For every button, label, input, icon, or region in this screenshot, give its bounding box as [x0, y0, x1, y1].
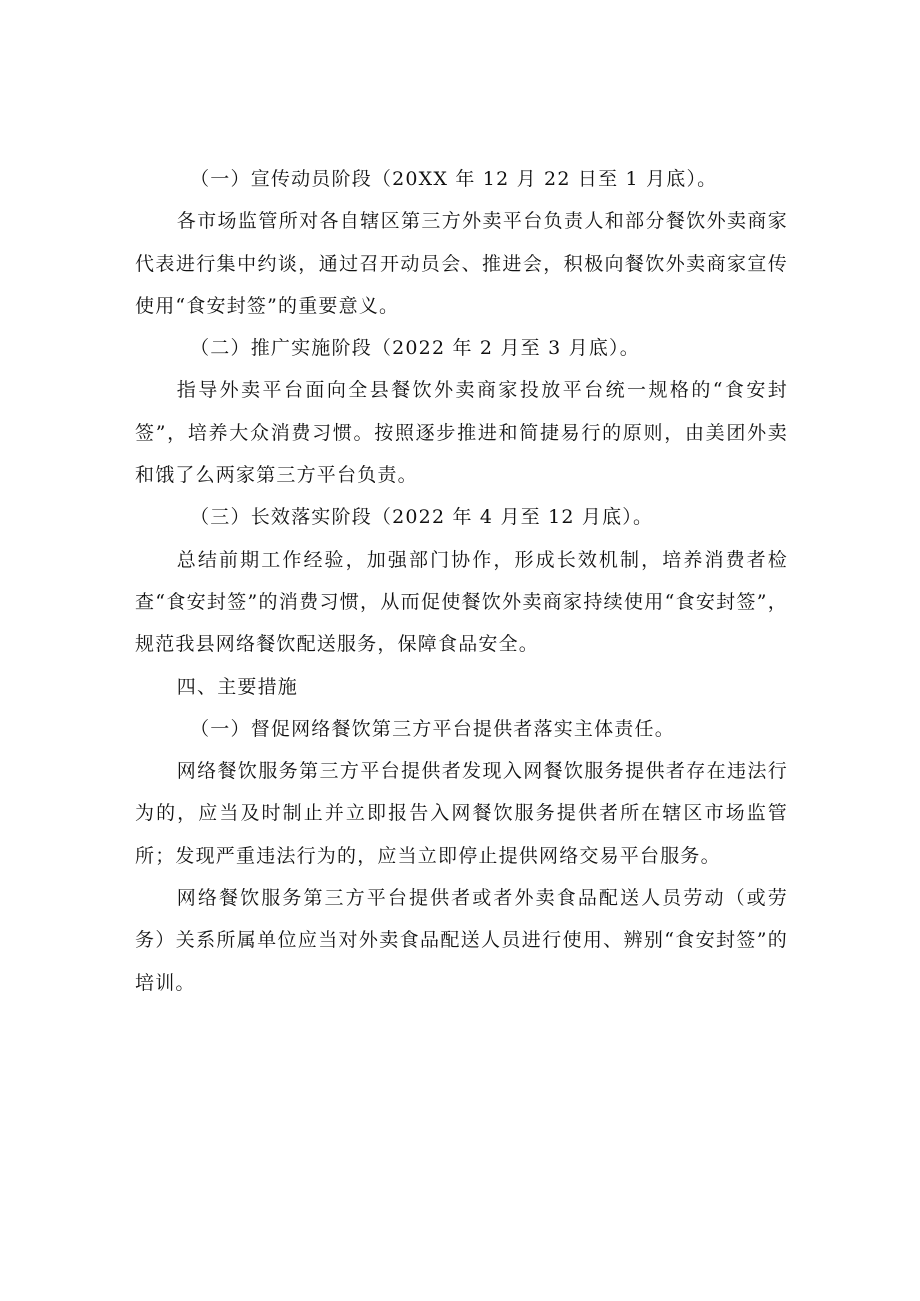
- measure-one-paragraph-b: 网络餐饮服务第三方平台提供者或者外卖食品配送人员劳动（或劳务）关系所属单位应当对外卖食品配送人员进行使用、辨别“食安封签”的培训。: [135, 887, 788, 994]
- document-body: [135, 158, 788, 1004]
- measure-one-heading: （一）督促网络餐饮第三方平台提供者落实主体责任。: [190, 717, 675, 740]
- measure-one-paragraph-a: 网络餐饮服务第三方平台提供者发现入网餐饮服务提供者存在违法行为的，应当及时制止并立即报告入网餐饮服务提供者所在辖区市场监管所；发现严重违法行为的，应当立即停止提供网络交易平台服务。: [135, 760, 788, 867]
- section-four-heading: 四、主要措施: [176, 675, 298, 698]
- phase-two-heading: （二）推广实施阶段（2022 年 2 月至 3 月底）。: [190, 337, 640, 360]
- phase-one-heading: （一）宣传动员阶段（20XX 年 12 月 22 日至 1 月底）。: [190, 168, 718, 190]
- phase-three-paragraph: 总结前期工作经验，加强部门协作，形成长效机制，培养消费者检查“食安封签”的消费习惯，从而促使餐饮外卖商家持续使用“食安封签”，规范我县网络餐饮配送服务，保障食品安全。: [135, 548, 788, 656]
- phase-two-paragraph: 指导外卖平台面向全县餐饮外卖商家投放平台统一规格的“食安封签”，培养大众消费习惯。按照逐步推进和简捷易行的原则，由美团外卖和饿了么两家第三方平台负责。: [135, 379, 788, 487]
- phase-one-paragraph: 各市场监管所对各自辖区第三方外卖平台负责人和部分餐饮外卖商家代表进行集中约谈，通过召开动员会、推进会，积极向餐饮外卖商家宣传使用“食安封签”的重要意义。: [135, 210, 788, 317]
- phase-three-heading: （三）长效落实阶段（2022 年 4 月至 12 月底）。: [190, 506, 654, 529]
